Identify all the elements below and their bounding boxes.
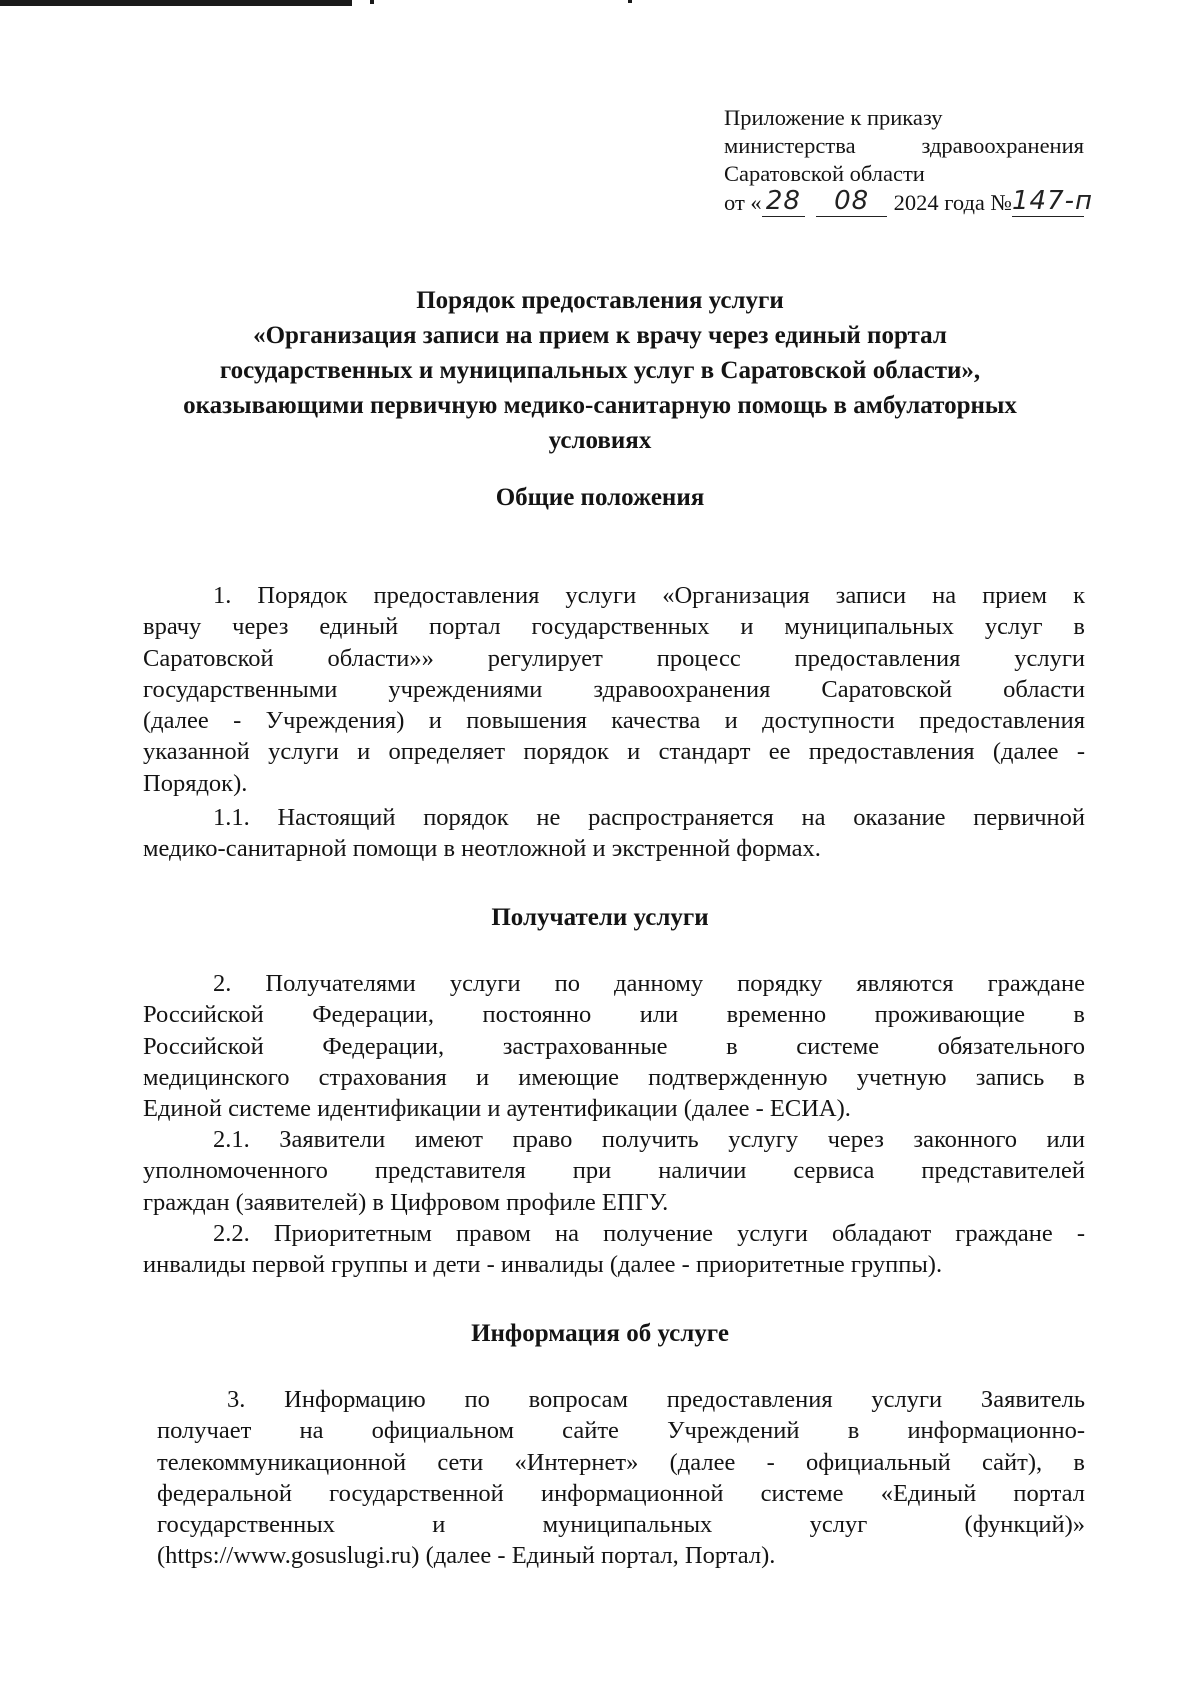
scan-edge-mark [370,0,374,4]
appendix-word: министерства [724,133,856,158]
paragraph-line: указанной услуги и определяет порядок и стандарт ее предоставления (далее - [143,738,1085,766]
paragraph-line: государственных и муниципальных услуг (функций)» [157,1511,1085,1539]
paragraph-line: Российской Федерации, постоянно или временно проживающие в [143,1001,1085,1029]
section-heading-info: Информация об услуге [471,1320,729,1347]
paragraph-line: Единой системе идентификации и аутентификации (далее - ЕСИА). [143,1095,851,1123]
paragraph-line: 1. Порядок предоставления услуги «Организация записи на прием к [213,582,1085,609]
appendix-word: здравоохранения [921,133,1084,158]
scan-edge-mark [628,0,632,3]
date-prefix: от « [724,190,762,215]
paragraph-3 [157,1384,1085,1572]
paragraph-2 [143,968,1085,1124]
paragraph-2-2 [143,1218,1085,1281]
date-day-field [762,188,805,217]
paragraph-line: (далее - Учреждения) и повышения качества и доступности предоставления [143,707,1085,735]
document-title [100,283,1100,458]
title-line: государственных и муниципальных услуг в Саратовской области», [219,357,981,384]
paragraph-line: Порядок). [143,769,248,797]
title-line: условиях [548,427,652,454]
paragraph-line: получает на официальном сайте Учреждений в информационно- [157,1417,1085,1445]
paragraph-1 [143,580,1085,799]
paragraph-1-1 [143,802,1085,865]
date-month-field [816,188,887,217]
order-number-field [1012,186,1094,217]
date-year-text: 2024 года № [893,190,1012,215]
paragraph-line: Российской Федерации, застрахованные в системе обязательного [143,1032,1085,1060]
appendix-block [724,104,1094,217]
section-heading-recipients: Получатели услуги [491,904,709,931]
paragraph-line: федеральной государственной информационной системе «Единый портал [157,1479,1085,1507]
order-number: 147-п [1012,186,1094,216]
paragraph-line: государственными учреждениями здравоохранения Саратовской области [143,675,1085,703]
paragraph-line: Саратовской области»» регулирует процесс предоставления услуги [143,644,1085,672]
title-line: «Организация записи на прием к врачу через единый портал [253,322,947,349]
paragraph-line: инвалиды первой группы и дети - инвалиды (далее - приоритетные группы). [143,1251,943,1279]
paragraph-line: 3. Информацию по вопросам предоставления услуги Заявитель [227,1386,1085,1413]
title-line: оказывающими первичную медико-санитарную помощь в амбулаторных [183,392,1017,419]
paragraph-line: телекоммуникационной сети «Интернет» (далее - официальный сайт), в [157,1448,1085,1476]
section-heading-general: Общие положения [495,484,705,511]
appendix-date-line [724,186,1094,217]
paragraph-2-1 [143,1124,1085,1218]
paragraph-line: граждан (заявителей) в Цифровом профиле ЕПГУ. [143,1188,669,1216]
paragraph-line: врачу через единый портал государственных и муниципальных услуг в [143,613,1085,641]
title-line: Порядок предоставления услуги [416,287,784,314]
paragraph-line: 2.2. Приоритетным правом на получение услуги обладают граждане - [213,1220,1085,1247]
paragraph-line: 2. Получателями услуги по данному порядку являются граждане [213,970,1085,997]
appendix-line: Приложение к приказу [724,105,943,130]
appendix-line [724,132,1084,160]
paragraph-line: 2.1. Заявители имеют право получить услугу через законного или [213,1126,1085,1153]
date-day: 28 [765,186,801,216]
scan-edge-mark [0,0,352,6]
paragraph-line: медицинского страхования и имеющие подтвержденную учетную запись в [143,1063,1085,1091]
paragraph-line: медико-санитарной помощи в неотложной и экстренной формах. [143,835,821,863]
appendix-line: Саратовской области [724,161,925,186]
paragraph-line: уполномоченного представителя при наличии сервиса представителей [143,1157,1085,1185]
paragraph-line: (https://www.gosuslugi.ru) (далее - Единый портал, Портал). [157,1542,776,1570]
paragraph-line: 1.1. Настоящий порядок не распространяется на оказание первичной [213,804,1085,831]
date-month: 08 [834,186,870,216]
